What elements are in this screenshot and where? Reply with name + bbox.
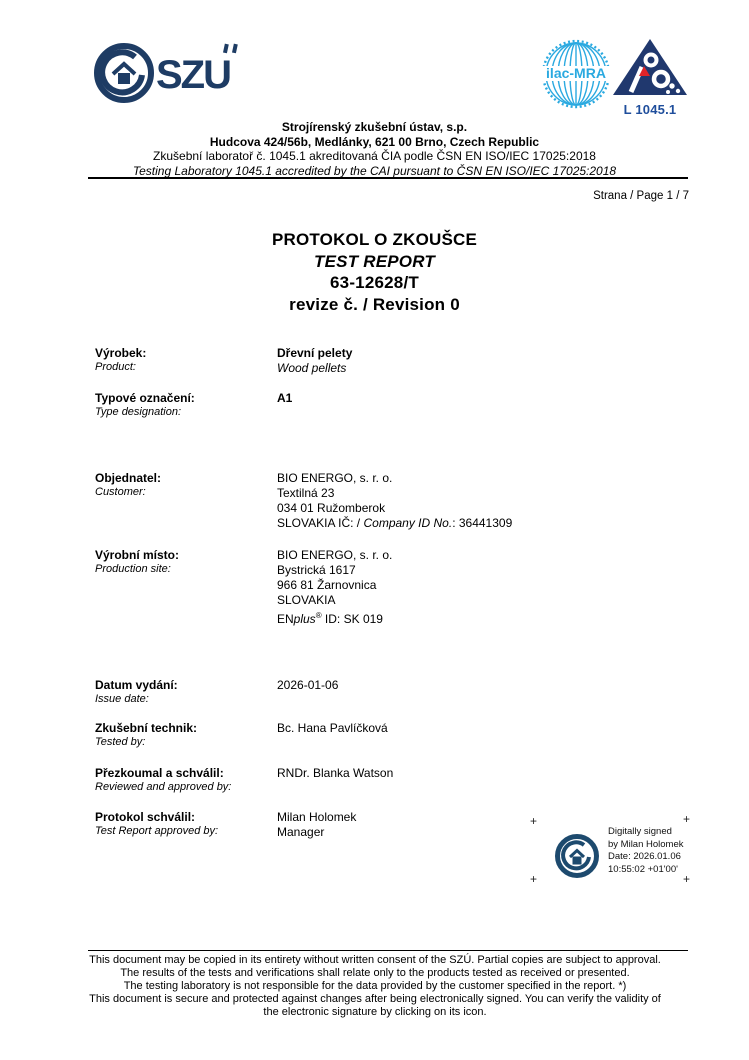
reviewed-by-value: RNDr. Blanka Watson <box>277 766 394 780</box>
footer-line: The testing laboratory is not responsible for the data provided by the customer specified in the report. *) <box>123 980 627 992</box>
szu-logo <box>93 40 243 108</box>
field-label-cs: Objednatel: <box>95 471 162 485</box>
footer-divider <box>88 950 688 951</box>
letterhead <box>0 120 749 178</box>
page-number: Strana / Page 1 / 7 <box>593 190 689 202</box>
signature-szu-emblem-icon[interactable] <box>555 834 599 878</box>
customer-street: Textilná 23 <box>277 486 335 500</box>
production-name: BIO ENERGO, s. r. o. <box>277 548 393 562</box>
footer-line: This document is secure and protected against changes after being electronically signed. You can verify the validity of <box>89 993 661 1005</box>
field-issue-date <box>95 678 338 706</box>
report-number: 63-12628/T <box>330 273 419 292</box>
field-label-cs: Zkušební technik: <box>95 721 198 735</box>
field-label-cs: Datum vydání: <box>95 678 178 692</box>
field-label-en: Type designation: <box>95 406 182 418</box>
field-approved-by <box>95 810 356 840</box>
production-enplus-id: ENplus® ID: SK 019 <box>277 611 383 626</box>
org-name: Strojírenský zkušební ústav, s.p. <box>281 120 468 134</box>
stamp-corner-mark: + <box>682 812 690 826</box>
field-label-en: Tested by: <box>95 736 146 748</box>
field-customer <box>95 471 512 531</box>
header-divider <box>88 177 688 179</box>
approved-by-role: Manager <box>277 825 325 839</box>
ilac-mra-globe-icon <box>541 39 611 109</box>
szu-emblem-icon <box>93 40 243 108</box>
field-label-cs: Výrobní místo: <box>95 548 180 562</box>
production-city: 966 81 Žarnovnica <box>277 578 377 592</box>
cia-accreditation-logo <box>611 38 689 117</box>
stamp-corner-mark: + <box>530 872 538 886</box>
customer-country-id: SLOVAKIA IČ: / Company ID No.: 36441309 <box>277 516 513 530</box>
customer-city: 034 01 Ružomberok <box>277 501 386 515</box>
title-cs: PROTOKOL O ZKOUŠCE <box>271 230 478 249</box>
field-label-en: Reviewed and approved by: <box>95 781 232 793</box>
footer-line: the electronic signature by clicking on its icon. <box>263 1006 487 1018</box>
field-label-en: Production site: <box>95 563 171 575</box>
svg-text:ilac-MRA: ilac-MRA <box>546 65 606 81</box>
production-country: SLOVAKIA <box>277 593 336 607</box>
cia-triangle-icon <box>612 38 688 96</box>
type-designation-value: A1 <box>277 391 293 405</box>
field-label-cs: Přezkoumal a schválil: <box>95 766 224 780</box>
product-value-cs: Dřevní pelety <box>277 346 353 360</box>
field-label-en: Product: <box>95 361 136 373</box>
ilac-mra-logo <box>541 39 611 109</box>
svg-text:SZU: SZU <box>156 53 230 97</box>
approved-by-name: Milan Holomek <box>277 810 357 824</box>
title-block <box>0 229 749 315</box>
field-label-en: Test Report approved by: <box>95 825 219 837</box>
field-label-cs: Typové označení: <box>95 391 195 405</box>
tested-by-value: Bc. Hana Pavlíčková <box>277 721 388 735</box>
accreditation-cs: Zkušební laboratoř č. 1045.1 akreditovaná ČIA podle ČSN EN ISO/IEC 17025:2018 <box>153 149 596 163</box>
revision: revize č. / Revision 0 <box>289 294 460 314</box>
field-label-cs: Výrobek: <box>95 346 147 360</box>
accreditation-en: Testing Laboratory 1045.1 accredited by the CAI pursuant to ČSN EN ISO/IEC 17025:2018 <box>132 163 617 178</box>
field-type-designation <box>95 391 292 419</box>
field-label-cs: Protokol schválil: <box>95 810 196 824</box>
production-street: Bystrická 1617 <box>277 563 356 577</box>
stamp-corner-mark: + <box>682 872 690 886</box>
field-product <box>95 346 352 376</box>
stamp-corner-mark: + <box>530 814 538 828</box>
field-reviewed-by <box>95 766 393 794</box>
cia-accreditation-number: L 1045.1 <box>623 102 677 117</box>
footer-line: The results of the tests and verifications shall relate only to the products tested as received or presented. <box>120 967 630 979</box>
footer-disclaimer <box>30 954 720 1019</box>
issue-date-value: 2026-01-06 <box>277 678 339 692</box>
signature-text: Digitally signed by Milan Holomek Date: 2026.01.06 10:55:02 +01'00' <box>608 826 684 875</box>
field-label-en: Customer: <box>95 486 146 498</box>
digital-signature-stamp[interactable] <box>528 812 690 886</box>
customer-name: BIO ENERGO, s. r. o. <box>277 471 393 485</box>
org-address: Hudcova 424/56b, Medlánky, 621 00 Brno, Czech Republic <box>209 134 540 149</box>
title-en: TEST REPORT <box>314 251 435 271</box>
footer-line: This document may be copied in its entirety without written consent of the SZÚ. Partial copies are subject to approval. <box>89 954 661 966</box>
product-value-en: Wood pellets <box>277 361 347 375</box>
field-label-en: Issue date: <box>95 693 149 705</box>
field-production-site <box>95 548 392 627</box>
field-tested-by <box>95 721 388 749</box>
